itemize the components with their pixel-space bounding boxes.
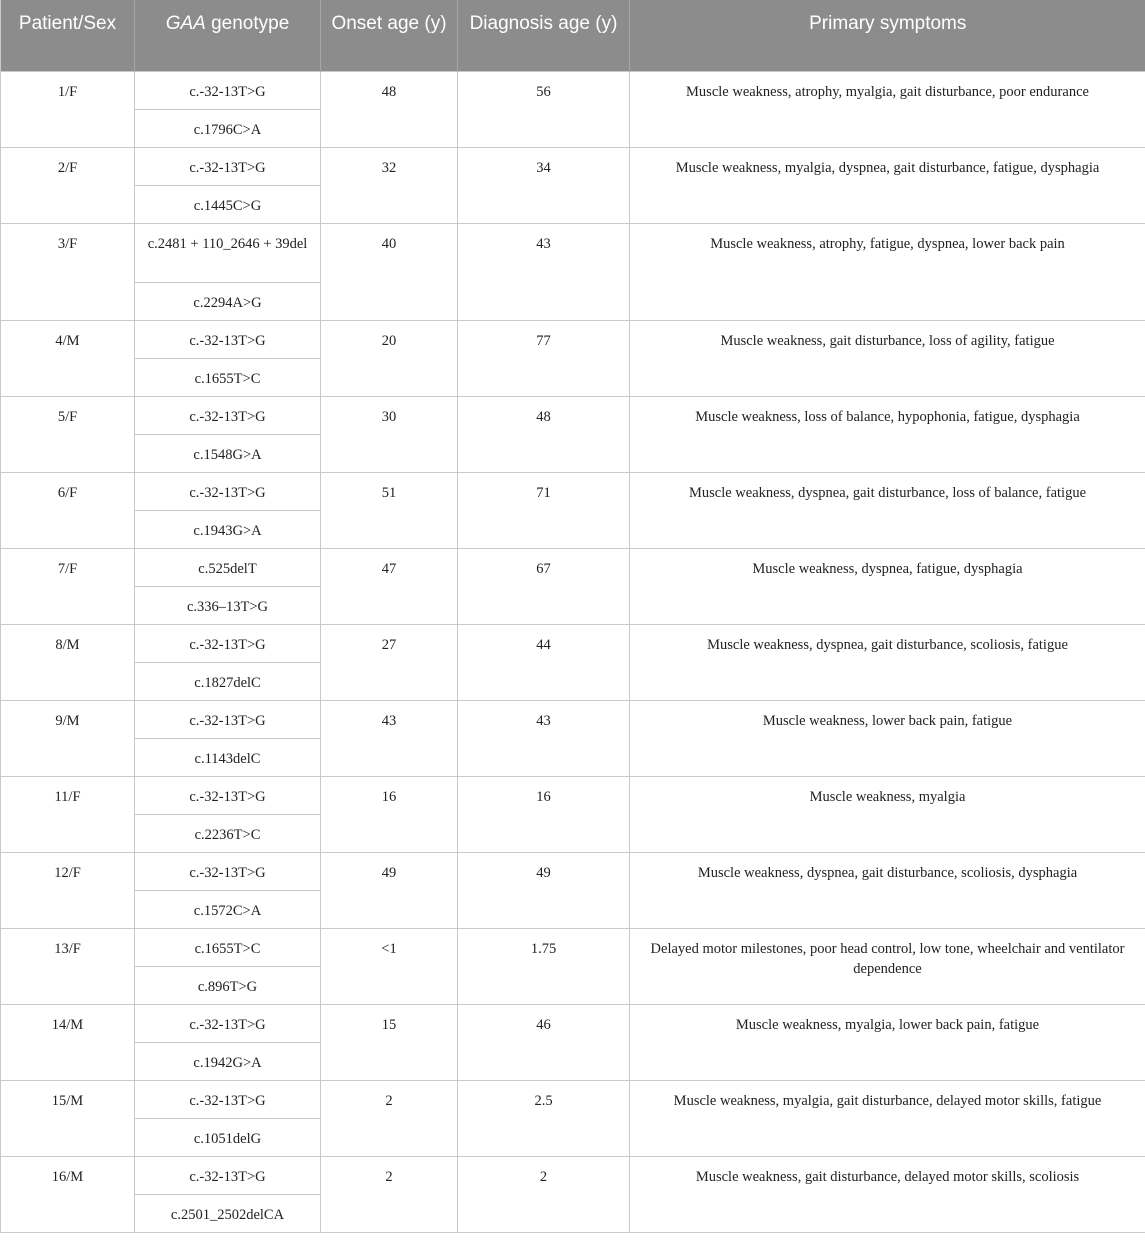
patient-sex-cell: 8/M (1, 624, 135, 700)
table-body (1, 71, 1145, 1232)
diagnosis-age-cell: 2 (458, 1156, 630, 1232)
table-row (1, 852, 1145, 890)
onset-age-cell: 51 (321, 472, 458, 548)
diagnosis-age-cell: 67 (458, 548, 630, 624)
table-header (1, 0, 1145, 71)
primary-symptoms-cell: Muscle weakness, myalgia, dyspnea, gait disturbance, fatigue, dysphagia (630, 147, 1145, 223)
patient-sex-cell: 15/M (1, 1080, 135, 1156)
table-row (1, 928, 1145, 966)
genotype-allele-2-cell: c.1548G>A (135, 434, 321, 472)
diagnosis-age-cell: 44 (458, 624, 630, 700)
primary-symptoms-cell: Muscle weakness, myalgia (630, 776, 1145, 852)
patient-sex-cell: 11/F (1, 776, 135, 852)
onset-age-cell: 27 (321, 624, 458, 700)
genotype-allele-1-cell: c.-32-13T>G (135, 71, 321, 109)
patient-sex-cell: 9/M (1, 700, 135, 776)
diagnosis-age-cell: 56 (458, 71, 630, 147)
onset-age-cell: 20 (321, 320, 458, 396)
onset-age-cell: <1 (321, 928, 458, 1004)
table-row (1, 320, 1145, 358)
table-row (1, 223, 1145, 282)
onset-age-cell: 16 (321, 776, 458, 852)
header-gaa-gene-name: GAA (165, 13, 206, 34)
primary-symptoms-cell: Muscle weakness, dyspnea, fatigue, dysphagia (630, 548, 1145, 624)
diagnosis-age-cell: 1.75 (458, 928, 630, 1004)
onset-age-cell: 47 (321, 548, 458, 624)
genotype-allele-2-cell: c.2294A>G (135, 282, 321, 320)
header-patient-sex: Patient/Sex (1, 0, 135, 71)
diagnosis-age-cell: 77 (458, 320, 630, 396)
patient-sex-cell: 5/F (1, 396, 135, 472)
table-row (1, 548, 1145, 586)
genotype-allele-1-cell: c.-32-13T>G (135, 320, 321, 358)
onset-age-cell: 40 (321, 223, 458, 320)
genotype-allele-2-cell: c.1572C>A (135, 890, 321, 928)
genotype-allele-1-cell: c.1655T>C (135, 928, 321, 966)
genotype-allele-1-cell: c.-32-13T>G (135, 700, 321, 738)
patient-sex-cell: 14/M (1, 1004, 135, 1080)
table-row (1, 396, 1145, 434)
genotype-allele-2-cell: c.1827delC (135, 662, 321, 700)
primary-symptoms-cell: Delayed motor milestones, poor head control, low tone, wheelchair and ventilator dependence (630, 928, 1145, 1004)
diagnosis-age-cell: 43 (458, 223, 630, 320)
genotype-allele-1-cell: c.2481 + 110_2646 + 39del (135, 223, 321, 282)
genotype-allele-2-cell: c.2501_2502delCA (135, 1194, 321, 1232)
primary-symptoms-cell: Muscle weakness, lower back pain, fatigue (630, 700, 1145, 776)
header-row (1, 0, 1145, 71)
table-row (1, 1156, 1145, 1194)
genotype-allele-2-cell: c.2236T>C (135, 814, 321, 852)
onset-age-cell: 30 (321, 396, 458, 472)
header-genotype-label: genotype (205, 13, 290, 34)
patient-sex-cell: 12/F (1, 852, 135, 928)
patient-sex-cell: 2/F (1, 147, 135, 223)
primary-symptoms-cell: Muscle weakness, dyspnea, gait disturbance, scoliosis, fatigue (630, 624, 1145, 700)
genotype-allele-1-cell: c.-32-13T>G (135, 396, 321, 434)
genotype-allele-1-cell: c.-32-13T>G (135, 1080, 321, 1118)
genotype-allele-2-cell: c.1051delG (135, 1118, 321, 1156)
table-row (1, 624, 1145, 662)
onset-age-cell: 43 (321, 700, 458, 776)
patient-sex-cell: 4/M (1, 320, 135, 396)
genotype-allele-2-cell: c.1942G>A (135, 1042, 321, 1080)
patient-sex-cell: 16/M (1, 1156, 135, 1232)
diagnosis-age-cell: 16 (458, 776, 630, 852)
genotype-allele-1-cell: c.-32-13T>G (135, 852, 321, 890)
patient-sex-cell: 1/F (1, 71, 135, 147)
primary-symptoms-cell: Muscle weakness, dyspnea, gait disturbance, loss of balance, fatigue (630, 472, 1145, 548)
primary-symptoms-cell: Muscle weakness, myalgia, gait disturbance, delayed motor skills, fatigue (630, 1080, 1145, 1156)
genotype-allele-2-cell: c.1943G>A (135, 510, 321, 548)
onset-age-cell: 2 (321, 1080, 458, 1156)
genotype-allele-1-cell: c.-32-13T>G (135, 147, 321, 185)
primary-symptoms-cell: Muscle weakness, gait disturbance, loss of agility, fatigue (630, 320, 1145, 396)
genotype-allele-1-cell: c.-32-13T>G (135, 1004, 321, 1042)
table-row (1, 147, 1145, 185)
header-gaa-genotype (135, 0, 321, 71)
genotype-allele-1-cell: c.-32-13T>G (135, 1156, 321, 1194)
diagnosis-age-cell: 34 (458, 147, 630, 223)
table-row (1, 1004, 1145, 1042)
genotype-allele-2-cell: c.1445C>G (135, 185, 321, 223)
table-row (1, 776, 1145, 814)
genotype-allele-1-cell: c.-32-13T>G (135, 624, 321, 662)
patient-sex-cell: 13/F (1, 928, 135, 1004)
header-onset-age: Onset age (y) (321, 0, 458, 71)
diagnosis-age-cell: 2.5 (458, 1080, 630, 1156)
table-row (1, 1080, 1145, 1118)
primary-symptoms-cell: Muscle weakness, atrophy, myalgia, gait disturbance, poor endurance (630, 71, 1145, 147)
primary-symptoms-cell: Muscle weakness, dyspnea, gait disturbance, scoliosis, dysphagia (630, 852, 1145, 928)
primary-symptoms-cell: Muscle weakness, gait disturbance, delayed motor skills, scoliosis (630, 1156, 1145, 1232)
genotype-allele-2-cell: c.896T>G (135, 966, 321, 1004)
table-row (1, 71, 1145, 109)
table-row (1, 472, 1145, 510)
onset-age-cell: 48 (321, 71, 458, 147)
diagnosis-age-cell: 49 (458, 852, 630, 928)
patient-sex-cell: 6/F (1, 472, 135, 548)
primary-symptoms-cell: Muscle weakness, loss of balance, hypophonia, fatigue, dysphagia (630, 396, 1145, 472)
header-diagnosis-age: Diagnosis age (y) (458, 0, 630, 71)
genotype-allele-2-cell: c.1796C>A (135, 109, 321, 147)
genotype-allele-1-cell: c.-32-13T>G (135, 472, 321, 510)
primary-symptoms-cell: Muscle weakness, atrophy, fatigue, dyspnea, lower back pain (630, 223, 1145, 320)
header-primary-symptoms: Primary symptoms (630, 0, 1145, 71)
onset-age-cell: 2 (321, 1156, 458, 1232)
table-row (1, 700, 1145, 738)
genotype-allele-1-cell: c.525delT (135, 548, 321, 586)
diagnosis-age-cell: 48 (458, 396, 630, 472)
patient-sex-cell: 3/F (1, 223, 135, 320)
genotype-allele-2-cell: c.1655T>C (135, 358, 321, 396)
diagnosis-age-cell: 71 (458, 472, 630, 548)
diagnosis-age-cell: 43 (458, 700, 630, 776)
genotype-allele-2-cell: c.1143delC (135, 738, 321, 776)
diagnosis-age-cell: 46 (458, 1004, 630, 1080)
onset-age-cell: 15 (321, 1004, 458, 1080)
patient-sex-cell: 7/F (1, 548, 135, 624)
onset-age-cell: 49 (321, 852, 458, 928)
onset-age-cell: 32 (321, 147, 458, 223)
genotype-allele-2-cell: c.336–13T>G (135, 586, 321, 624)
primary-symptoms-cell: Muscle weakness, myalgia, lower back pain, fatigue (630, 1004, 1145, 1080)
genotype-allele-1-cell: c.-32-13T>G (135, 776, 321, 814)
